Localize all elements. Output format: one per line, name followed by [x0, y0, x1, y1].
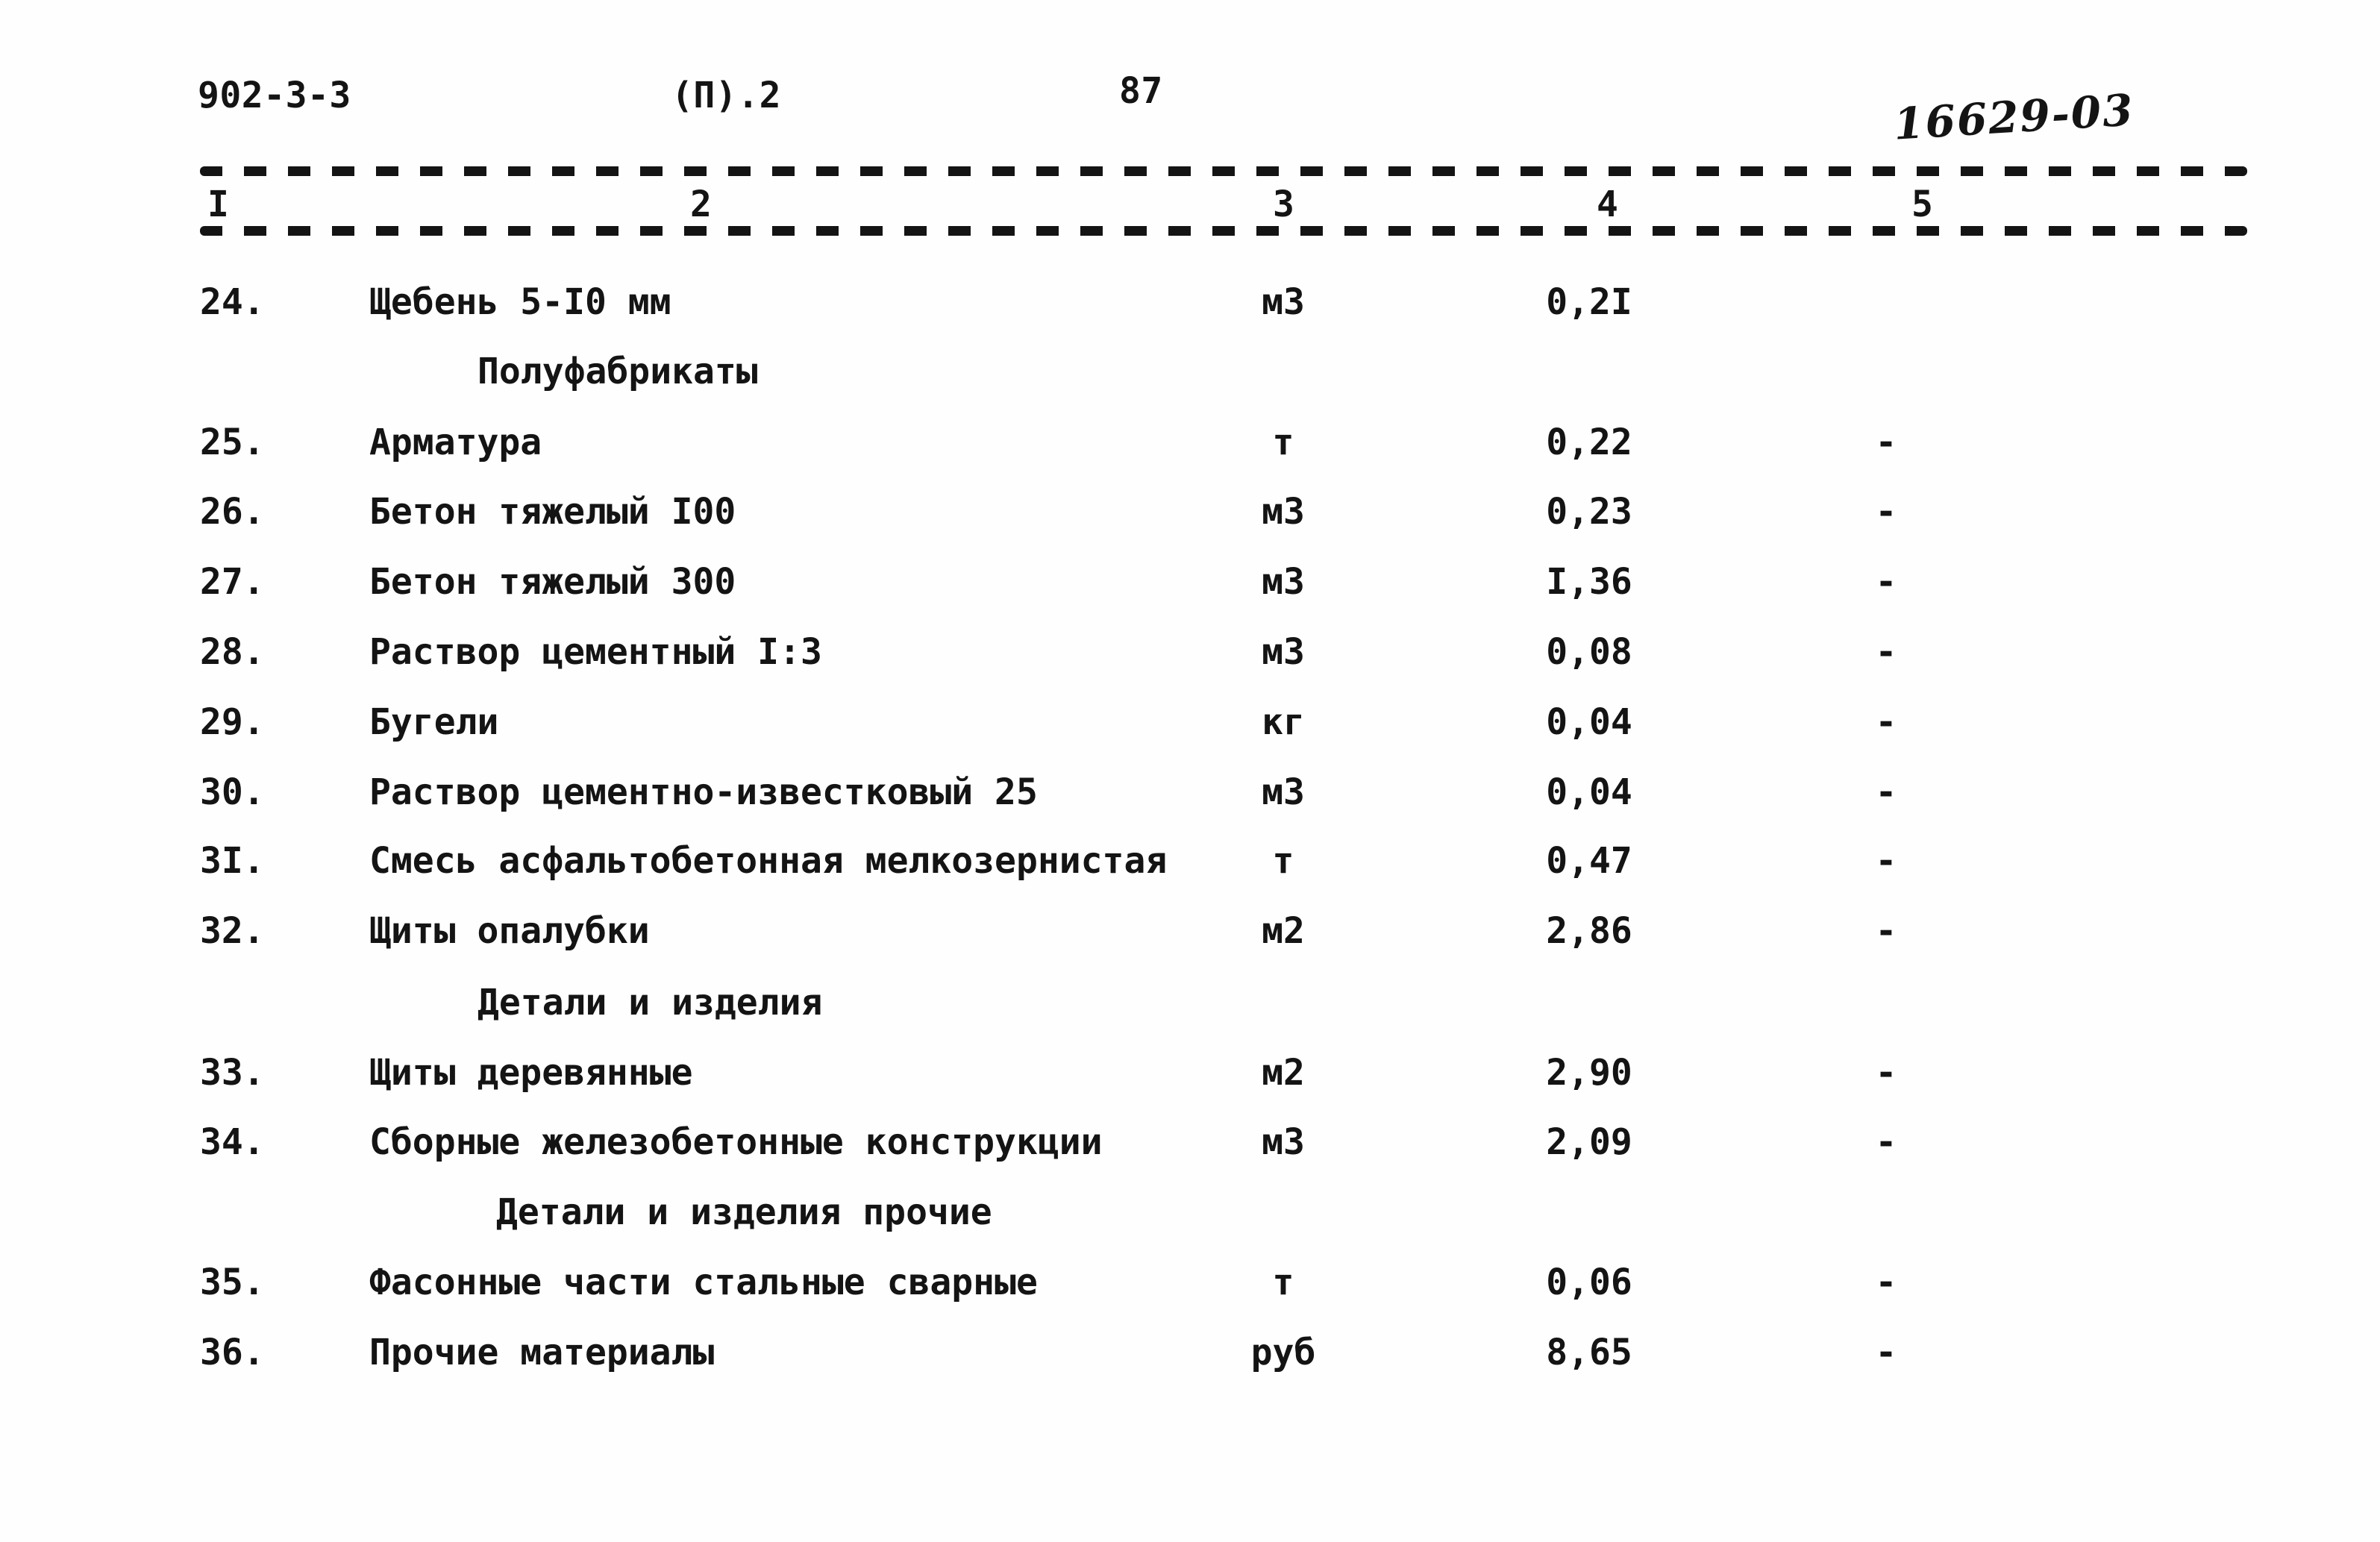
quantity: 0,08 — [1546, 631, 1632, 673]
row-number: 30. — [200, 771, 265, 813]
note-dash: - — [1875, 840, 1893, 882]
row-number: 26. — [200, 491, 265, 533]
row-number: 33. — [200, 1052, 265, 1094]
unit: т — [1272, 1262, 1294, 1303]
unit: м3 — [1262, 771, 1305, 813]
table-row — [0, 1052, 2380, 1094]
row-number: 36. — [200, 1332, 265, 1373]
table-row — [0, 631, 2380, 673]
material-name: Арматура — [369, 421, 542, 463]
unit: м3 — [1262, 491, 1305, 533]
quantity: 2,90 — [1546, 1052, 1632, 1094]
column-header-3: 3 — [1273, 184, 1295, 225]
handwritten-doc-number: 16629-03 — [1892, 84, 2136, 150]
section-header-row — [0, 982, 2380, 1024]
row-number: 32. — [200, 910, 265, 952]
row-number: 24. — [200, 281, 265, 323]
unit: м2 — [1262, 910, 1305, 952]
section-title: Полуфабрикаты — [477, 351, 758, 392]
material-name: Бугели — [369, 701, 499, 743]
note-dash: - — [1875, 1262, 1893, 1303]
quantity: 0,47 — [1546, 840, 1632, 882]
note-dash: - — [1875, 771, 1893, 813]
material-name: Бетон тяжелый 300 — [369, 561, 736, 603]
section-title: Детали и изделия — [477, 982, 823, 1024]
table-row — [0, 701, 2380, 743]
section-header-row — [0, 1191, 2380, 1233]
material-name: Смесь асфальтобетонная мелкозернистая — [369, 840, 1168, 882]
column-header-5: 5 — [1911, 184, 1934, 225]
material-name: Щебень 5-I0 мм — [369, 281, 671, 323]
row-number: 35. — [200, 1262, 265, 1303]
note-dash: - — [1875, 701, 1893, 743]
dashed-divider-top — [200, 166, 2247, 176]
row-number: 27. — [200, 561, 265, 603]
unit: м3 — [1262, 561, 1305, 603]
unit: т — [1272, 421, 1294, 463]
sheet-label: (П).2 — [671, 75, 781, 116]
column-header-2: 2 — [690, 184, 713, 225]
table-row — [0, 561, 2380, 603]
dashed-divider-bottom — [200, 226, 2247, 236]
table-row — [0, 1332, 2380, 1373]
material-name: Бетон тяжелый I00 — [369, 491, 736, 533]
table-row — [0, 771, 2380, 813]
row-number: 29. — [200, 701, 265, 743]
material-name: Прочие материалы — [369, 1332, 715, 1373]
unit: м3 — [1262, 1121, 1305, 1163]
table-row — [0, 491, 2380, 533]
table-row — [0, 1262, 2380, 1303]
table-row — [0, 1121, 2380, 1163]
quantity: 2,09 — [1546, 1121, 1632, 1163]
unit: м3 — [1262, 281, 1305, 323]
quantity: 0,04 — [1546, 771, 1632, 813]
note-dash: - — [1875, 561, 1893, 603]
row-number: 3I. — [200, 840, 265, 882]
material-name: Щиты опалубки — [369, 910, 650, 952]
table-row — [0, 840, 2380, 882]
note-dash: - — [1875, 1121, 1893, 1163]
quantity: 2,86 — [1546, 910, 1632, 952]
quantity: 8,65 — [1546, 1332, 1632, 1373]
quantity: 0,04 — [1546, 701, 1632, 743]
unit: т — [1272, 840, 1294, 882]
material-name: Раствор цементно-известковый 25 — [369, 771, 1038, 813]
material-name: Сборные железобетонные конструкции — [369, 1121, 1103, 1163]
quantity: 0,06 — [1546, 1262, 1632, 1303]
table-row — [0, 281, 2380, 323]
row-number: 25. — [200, 421, 265, 463]
material-name: Щиты деревянные — [369, 1052, 693, 1094]
note-dash: - — [1875, 631, 1893, 673]
project-code: 902-3-3 — [198, 75, 351, 116]
row-number: 28. — [200, 631, 265, 673]
material-name: Фасонные части стальные сварные — [369, 1262, 1038, 1303]
material-name: Раствор цементный I:3 — [369, 631, 822, 673]
unit: м3 — [1262, 631, 1305, 673]
note-dash: - — [1875, 421, 1893, 463]
quantity: I,36 — [1546, 561, 1632, 603]
page-number: 87 — [1119, 70, 1163, 112]
table-row — [0, 910, 2380, 952]
section-title: Детали и изделия прочие — [496, 1191, 992, 1233]
column-header-1: I — [207, 184, 230, 225]
section-header-row — [0, 351, 2380, 392]
note-dash: - — [1875, 910, 1893, 952]
column-header-4: 4 — [1597, 184, 1619, 225]
quantity: 0,2I — [1546, 281, 1632, 323]
quantity: 0,22 — [1546, 421, 1632, 463]
quantity: 0,23 — [1546, 491, 1632, 533]
unit: кг — [1262, 701, 1305, 743]
note-dash: - — [1875, 1332, 1893, 1373]
note-dash: - — [1875, 1052, 1893, 1094]
row-number: 34. — [200, 1121, 265, 1163]
table-row — [0, 421, 2380, 463]
unit: м2 — [1262, 1052, 1305, 1094]
note-dash: - — [1875, 491, 1893, 533]
unit: руб — [1250, 1332, 1316, 1373]
